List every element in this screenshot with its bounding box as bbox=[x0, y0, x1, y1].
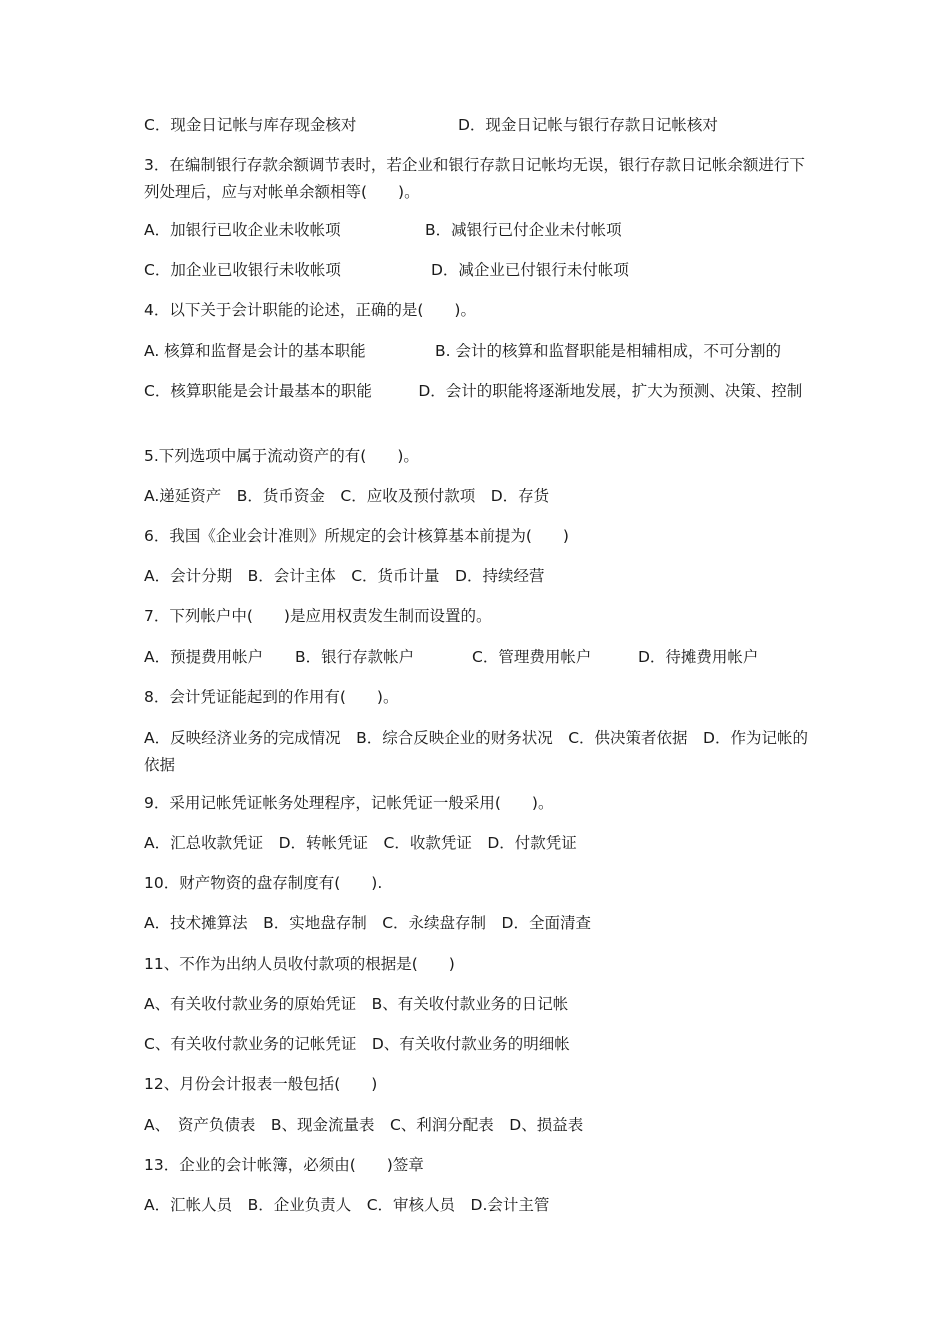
options-10: A．技术摊算法 B．实地盘存制 C．永续盘存制 D．全面清查 bbox=[144, 914, 591, 932]
option-c: C．管理费用帐户 bbox=[472, 648, 592, 666]
options-11-cd: C、有关收付款业务的记帐凭证 D、有关收付款业务的明细帐 bbox=[144, 1035, 570, 1053]
option-d: D．减企业已付银行未付帐项 bbox=[431, 261, 629, 279]
option-d: D．待摊费用帐户 bbox=[638, 648, 759, 666]
question-13: 13．企业的会计帐簿，必须由( )签章 bbox=[144, 1156, 424, 1174]
question-11: 11、不作为出纳人员收付款项的根据是( ) bbox=[144, 955, 455, 973]
question-6: 6．我国《企业会计准则》所规定的会计核算基本前提为( ) bbox=[144, 527, 569, 545]
options-4-cd: C．核算职能是会计最基本的职能 D．会计的职能将逐渐地发展，扩大为预测、决策、控制 bbox=[144, 382, 803, 400]
option-a: A．预提费用帐户 bbox=[144, 648, 264, 666]
options-12: A、 资产负债表 B、现金流量表 C、利润分配表 D、损益表 bbox=[144, 1116, 584, 1134]
question-5: 5.下列选项中属于流动资产的有( )。 bbox=[144, 447, 419, 465]
option-b: B．银行存款帐户 bbox=[295, 648, 415, 666]
option-a: A. 核算和监督是会计的基本职能 bbox=[144, 342, 366, 360]
options-6: A．会计分期 B．会计主体 C．货币计量 D．持续经营 bbox=[144, 567, 545, 585]
question-7: 7．下列帐户中( )是应用权责发生制而设置的。 bbox=[144, 607, 492, 625]
option-d: D．现金日记帐与银行存款日记帐核对 bbox=[458, 116, 718, 134]
options-9: A．汇总收款凭证 D．转帐凭证 C．收款凭证 D．付款凭证 bbox=[144, 834, 577, 852]
question-12: 12、月份会计报表一般包括( ) bbox=[144, 1075, 378, 1093]
options-5: A.递延资产 B．货币资金 C．应收及预付款项 D．存货 bbox=[144, 487, 550, 505]
option-c: C．加企业已收银行未收帐项 bbox=[144, 261, 341, 279]
question-3: 3．在编制银行存款余额调节表时，若企业和银行存款日记帐均无误，银行存款日记帐余额进行下列处理后，应与对帐单余额相等( )。 bbox=[144, 156, 805, 201]
question-9: 9．采用记帐凭证帐务处理程序，记帐凭证一般采用( )。 bbox=[144, 794, 554, 812]
options-11-ab: A、有关收付款业务的原始凭证 B、有关收付款业务的日记帐 bbox=[144, 995, 569, 1013]
question-8: 8．会计凭证能起到的作用有( )。 bbox=[144, 688, 399, 706]
question-10: 10．财产物资的盘存制度有( ). bbox=[144, 874, 383, 892]
option-c: C．现金日记帐与库存现金核对 bbox=[144, 116, 357, 134]
option-b: B．减银行已付企业未付帐项 bbox=[425, 221, 622, 239]
question-4: 4．以下关于会计职能的论述，正确的是( )。 bbox=[144, 301, 476, 319]
options-8: A．反映经济业务的完成情况 B．综合反映企业的财务状况 C．供决策者依据 D．作为记帐的依据 bbox=[144, 729, 808, 774]
option-a: A．加银行已收企业未收帐项 bbox=[144, 221, 341, 239]
options-13: A．汇帐人员 B．企业负责人 C．审核人员 D.会计主管 bbox=[144, 1196, 550, 1214]
option-b: B. 会计的核算和监督职能是相辅相成，不可分割的 bbox=[435, 342, 781, 360]
